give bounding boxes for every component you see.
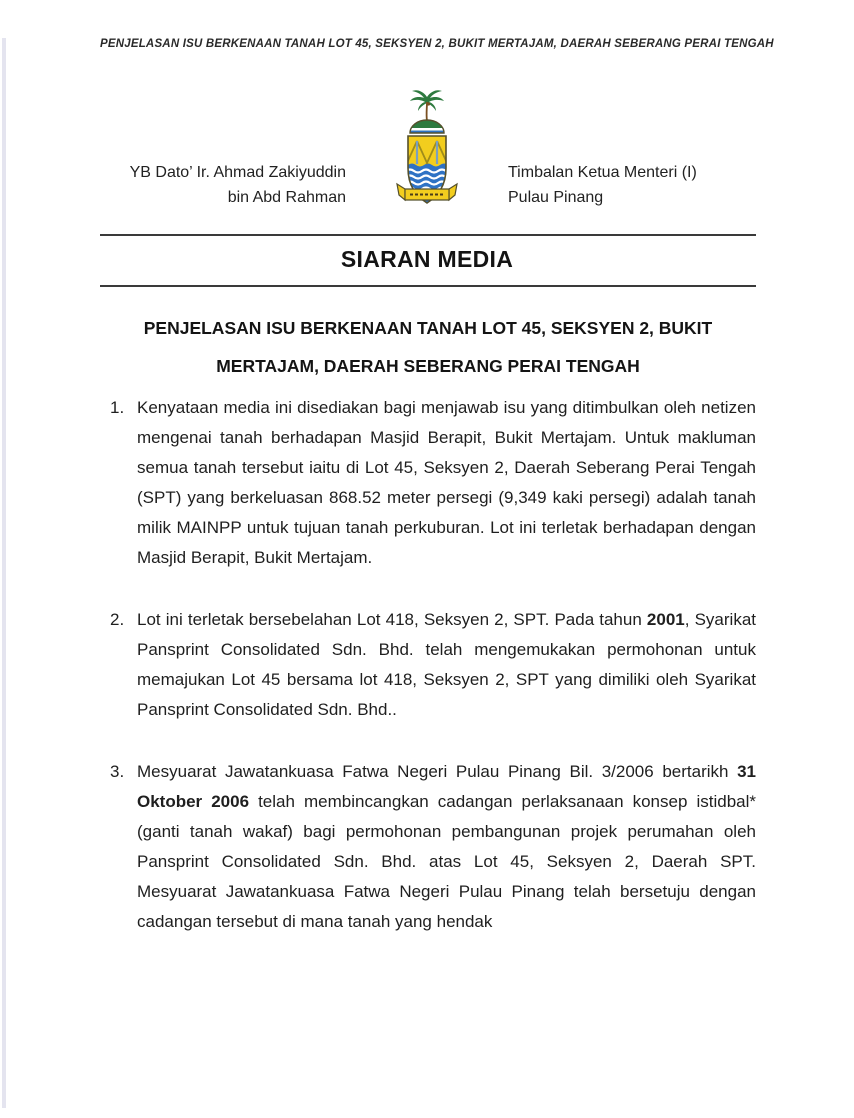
paragraph-text: Mesyuarat Jawatankuasa Fatwa Negeri Pulau Pinang Bil. 3/2006 bertarikh bbox=[137, 762, 738, 781]
paragraph-number: 3. bbox=[110, 762, 125, 781]
paragraph-number: 1. bbox=[110, 398, 125, 417]
official-title-block bbox=[508, 160, 743, 216]
divider-top bbox=[100, 234, 756, 236]
paragraph bbox=[100, 757, 756, 937]
official-name-line1: YB Dato’ Ir. Ahmad Zakiyuddin bbox=[129, 164, 346, 181]
masthead bbox=[0, 84, 854, 216]
paragraph-text: , Syarikat Pansprint Consolidated Sdn. Bhd. telah mengemukakan permohonan untuk memajukan Lot 45 bersama lot 418, Seksyen 2, SPT yang dimiliki oleh Syarikat Pansprint Consolidated Sdn. Bhd.. bbox=[137, 610, 756, 719]
island-mound-icon bbox=[408, 118, 446, 134]
paragraph-text-bold: 31 Oktober 2006 bbox=[137, 762, 756, 811]
document-title bbox=[100, 309, 756, 385]
paragraph-text: Lot ini terletak bersebelahan Lot 418, Seksyen 2, SPT. Pada tahun bbox=[137, 610, 647, 629]
paragraph bbox=[100, 393, 756, 573]
official-title-line2: Pulau Pinang bbox=[508, 189, 604, 206]
press-release-label: SIARAN MEDIA bbox=[340, 246, 514, 272]
paragraph-list bbox=[100, 393, 756, 937]
palm-tree-icon bbox=[410, 90, 444, 121]
paragraph-text: Kenyataan media ini disediakan bagi menjawab isu yang ditimbulkan oleh netizen mengenai tanah berhadapan Masjid Berapit, Bukit Mertajam. Untuk makluman semua tanah tersebut iaitu di Lot 45, Seksyen 2, Daerah Seberang Perai Tengah (SPT) yang berkeluasan 868.52 meter persegi (9,349 kaki persegi) adalah tanah milik MAINPP untuk tujuan tanah perkuburan. Lot ini terletak berhadapan dengan Masjid Berapit, Bukit Mertajam. bbox=[137, 398, 756, 567]
official-title-line1: Timbalan Ketua Menteri (I) bbox=[508, 164, 697, 181]
paragraph-number: 2. bbox=[110, 610, 125, 629]
document-title-line1: PENJELASAN ISU BERKENAAN TANAH LOT 45, SEKSYEN 2, BUKIT bbox=[143, 318, 713, 338]
running-header: PENJELASAN ISU BERKENAAN TANAH LOT 45, SEKSYEN 2, BUKIT MERTAJAM, DAERAH SEBERANG PERAI TENGAH bbox=[100, 38, 774, 50]
paragraph bbox=[100, 605, 756, 725]
page-left-edge bbox=[2, 38, 6, 1108]
paragraph-text-bold: 2001 bbox=[646, 610, 685, 629]
document-title-line2: MERTAJAM, DAERAH SEBERANG PERAI TENGAH bbox=[216, 356, 640, 376]
penang-state-crest-icon bbox=[394, 84, 460, 216]
official-name-block bbox=[111, 160, 346, 216]
divider-bottom bbox=[100, 285, 756, 287]
official-name-line2: bin Abd Rahman bbox=[227, 189, 346, 206]
paragraph-text: telah membincangkan cadangan perlaksanaan konsep istidbal* (ganti tanah wakaf) bagi permohonan pembangunan projek perumahan oleh Pansprint Consolidated Sdn. Bhd. atas Lot 45, Seksyen 2, Daerah SPT. Mesyuarat Jawatankuasa Fatwa Negeri Pulau Pinang telah bersetuju dengan cadangan tersebut di mana tanah yang hendak bbox=[137, 792, 756, 931]
